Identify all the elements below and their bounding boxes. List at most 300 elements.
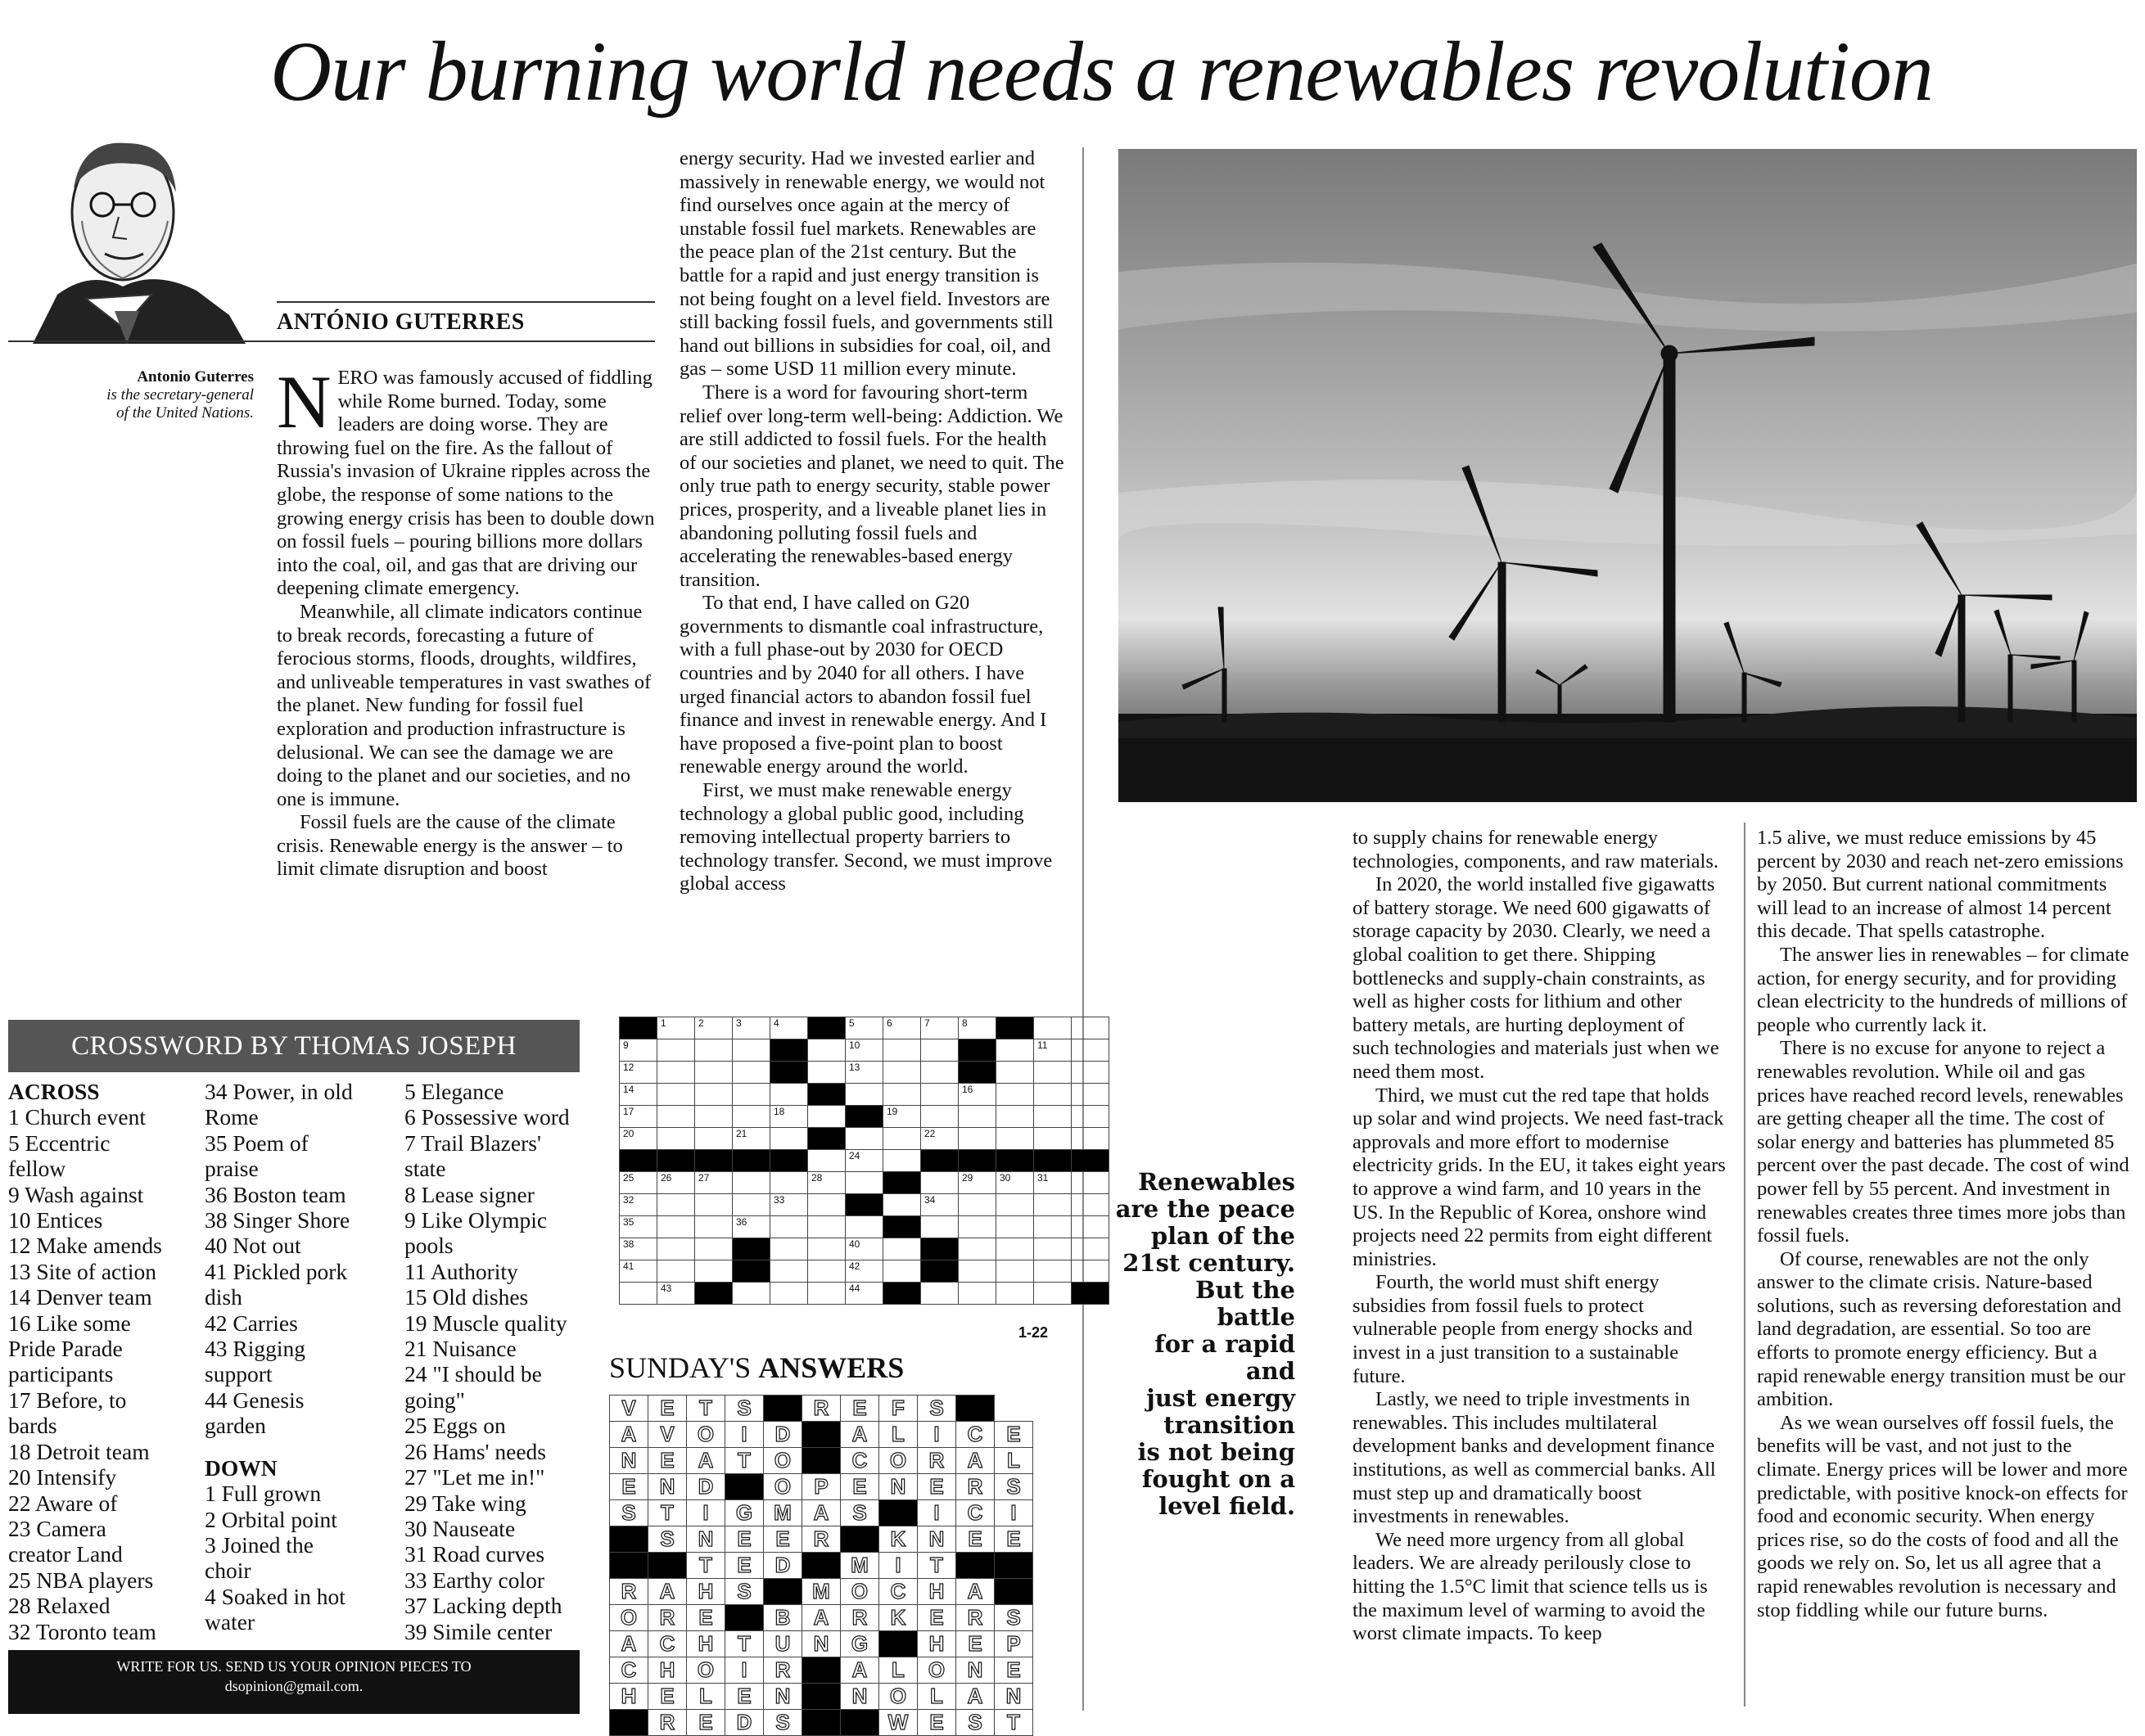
grid-cell[interactable] [620, 1283, 657, 1305]
clue: 9 Wash against [8, 1181, 144, 1207]
answer-cell: S [764, 1710, 802, 1736]
paragraph: Fourth, the world must shift energy subsidies from fossil fuels to protect vulnerable people from energy shocks and invest in a just transition to a sustainable future. [1352, 1271, 1693, 1387]
clue: 25 Eggs on [404, 1413, 506, 1439]
grid-cell[interactable] [959, 1172, 996, 1194]
answer-cell: E [725, 1553, 764, 1579]
author-portrait [8, 123, 254, 344]
paragraph: NERO was famously accused of fiddling while Rome burned. Today, some leaders are doing worse. They are throwing fuel on the fire. As the fallout of Russia's invasion of Ukraine ripples across the globe, the response of some nations to the growing energy crisis has been to double down on fossil fuels – pouring billions more dollars into the coal, oil, and gas that are driving our deepening climate emergency. [277, 360, 655, 600]
cell-number: 20 [623, 1128, 634, 1139]
grid-cell[interactable] [808, 1062, 846, 1084]
grid-cell[interactable] [695, 1062, 733, 1084]
cell-number: 1 [661, 1017, 666, 1029]
grid-cell[interactable] [657, 1128, 695, 1150]
grid-cell[interactable] [996, 1260, 1034, 1283]
answer-cell: K [879, 1605, 918, 1631]
paragraph: There is a word for favouring short-term relief over long-term well-being: Addiction. We are still addicted to fossil fuels. For the health of our societies and planet, we need to quit. The only true path to energy security, stable power prices, prosperity, and a liveable planet lies in abandoning polluting fossil fuels and accelerating the renewables-based energy transition. [680, 381, 1064, 591]
cell-number: 9 [623, 1039, 629, 1051]
answer-cell: D [725, 1710, 764, 1736]
grid-cell[interactable] [1072, 1106, 1109, 1128]
cell-number: 18 [774, 1106, 785, 1117]
grid-cell[interactable] [846, 1150, 883, 1172]
answer-cell: M [841, 1553, 879, 1579]
answer-cell: E [841, 1396, 879, 1422]
cell-number: 32 [623, 1194, 634, 1206]
grid-cell[interactable] [996, 1084, 1034, 1106]
grid-block [959, 1062, 996, 1084]
grid-cell[interactable] [733, 1283, 770, 1305]
grid-cell[interactable] [733, 1194, 770, 1216]
article-column-4 [1757, 827, 2134, 1622]
puzzle-date: 1-22 [1018, 1324, 1049, 1341]
grid-cell[interactable] [996, 1216, 1034, 1238]
paragraph: Third, we must cut the red tape that holds up solar and wind projects. We need fast-track approvals and more effort to modernise electricity grids. In the EU, it takes eight years to approve a wind farm, and 10 years in the US. In the Republic of Korea, onshore wind projects need 22 permits from eight different ministries. [1352, 1084, 1726, 1270]
grid-cell[interactable] [695, 1084, 733, 1106]
answer-cell: H [918, 1631, 956, 1657]
answer-cell: E [956, 1526, 995, 1553]
grid-cell[interactable] [996, 1194, 1034, 1216]
grid-cell[interactable] [1072, 1128, 1109, 1150]
grid-cell[interactable] [808, 1194, 846, 1216]
answer-cell: R [956, 1605, 995, 1631]
grid-cell[interactable] [657, 1106, 695, 1128]
grid-cell[interactable] [620, 1106, 657, 1128]
answer-cell: S [841, 1500, 879, 1526]
grid-cell[interactable] [996, 1039, 1034, 1062]
grid-cell[interactable] [770, 1128, 808, 1150]
paragraph: There is no excuse for anyone to reject a renewables revolution. While oil and gas prices have reached record levels, renewables are getting cheaper all the time. The cost of solar energy and batteries has plummeted 85 percent over the past decade. The cost of wind power fell by 55 percent. And investment in renewables creates three times more jobs than fossil fuels. [1757, 1037, 2129, 1247]
grid-cell[interactable] [1072, 1039, 1109, 1062]
answer-cell: E [764, 1526, 802, 1553]
answer-cell: C [956, 1422, 995, 1448]
grid-cell[interactable] [959, 1106, 996, 1128]
grid-cell[interactable] [921, 1062, 959, 1084]
grid-cell[interactable] [883, 1128, 921, 1150]
answer-block [802, 1710, 841, 1736]
cell-number: 22 [924, 1128, 936, 1139]
grid-cell[interactable] [921, 1216, 959, 1238]
answer-cell: E [687, 1605, 725, 1631]
clue: 3 Joined the [205, 1531, 314, 1558]
column-rule [1744, 823, 1745, 1707]
cell-number: 2 [698, 1017, 704, 1029]
grid-cell[interactable] [770, 1017, 808, 1039]
clue: 20 Intensify [8, 1464, 117, 1490]
answer-cell: T [687, 1553, 725, 1579]
answers-grid [609, 1395, 1033, 1736]
grid-cell[interactable] [695, 1194, 733, 1216]
grid-cell[interactable] [657, 1017, 695, 1039]
clue: fellow [8, 1156, 66, 1182]
answer-cell: O [879, 1684, 918, 1710]
pull-quote: Renewables are the peace plan of the 21st century. But the battle for a rapid and just energy transition is not being fought on a level field. [1115, 1168, 1295, 1520]
clue: 25 NBA players [8, 1567, 154, 1593]
grid-cell[interactable] [620, 1260, 657, 1283]
cell-number: 12 [623, 1062, 634, 1073]
grid-cell[interactable] [921, 1283, 959, 1305]
cell-number: 10 [849, 1039, 860, 1051]
grid-block [695, 1283, 733, 1305]
answer-cell: V [648, 1422, 687, 1448]
grid-cell[interactable] [770, 1260, 808, 1283]
answer-cell: R [802, 1526, 841, 1553]
grid-cell[interactable] [1034, 1238, 1072, 1260]
grid-cell[interactable] [1072, 1062, 1109, 1084]
grid-cell[interactable] [883, 1062, 921, 1084]
answer-block [764, 1579, 802, 1605]
grid-block [808, 1128, 846, 1150]
clue: 29 Take wing [404, 1490, 526, 1516]
answer-cell: I [918, 1422, 956, 1448]
grid-cell[interactable] [846, 1062, 883, 1084]
answer-cell: D [764, 1553, 802, 1579]
grid-cell[interactable] [733, 1128, 770, 1150]
answer-cell: S [725, 1396, 764, 1422]
grid-cell[interactable] [996, 1238, 1034, 1260]
grid-cell[interactable] [959, 1128, 996, 1150]
answer-cell: E [995, 1657, 1033, 1684]
clue: 31 Road curves [404, 1541, 545, 1567]
answer-cell: S [918, 1396, 956, 1422]
grid-cell[interactable] [846, 1238, 883, 1260]
cell-number: 26 [661, 1172, 672, 1184]
grid-cell[interactable] [808, 1106, 846, 1128]
answer-cell: T [725, 1448, 764, 1474]
grid-cell[interactable] [846, 1084, 883, 1106]
grid-block [883, 1172, 921, 1194]
grid-cell[interactable] [770, 1106, 808, 1128]
grid-cell[interactable] [808, 1150, 846, 1172]
grid-cell[interactable] [1034, 1017, 1072, 1039]
cell-number: 21 [736, 1128, 747, 1139]
answer-cell: N [687, 1526, 725, 1553]
grid-cell[interactable] [996, 1283, 1034, 1305]
grid-cell[interactable] [620, 1062, 657, 1084]
grid-block [733, 1238, 770, 1260]
grid-cell[interactable] [733, 1039, 770, 1062]
grid-cell[interactable] [921, 1194, 959, 1216]
grid-cell[interactable] [996, 1106, 1034, 1128]
clue: 26 Hams' needs [404, 1438, 546, 1464]
grid-cell[interactable] [846, 1283, 883, 1305]
grid-cell[interactable] [846, 1260, 883, 1283]
grid-cell[interactable] [883, 1039, 921, 1062]
footer-line1: WRITE FOR US. SEND US YOUR OPINION PIECES TO [116, 1658, 472, 1675]
answer-cell: N [995, 1684, 1033, 1710]
grid-cell[interactable] [808, 1216, 846, 1238]
grid-cell[interactable] [921, 1039, 959, 1062]
answer-cell: N [956, 1657, 995, 1684]
grid-cell[interactable] [657, 1194, 695, 1216]
answer-cell: D [687, 1474, 725, 1500]
grid-cell[interactable] [846, 1216, 883, 1238]
grid-cell[interactable] [808, 1238, 846, 1260]
grid-cell[interactable] [1034, 1216, 1072, 1238]
clue: praise [205, 1156, 259, 1182]
grid-cell[interactable] [733, 1216, 770, 1238]
article-column-3 [1352, 827, 1726, 1646]
grid-cell[interactable] [846, 1039, 883, 1062]
header-rule [8, 340, 655, 342]
answer-cell: H [918, 1579, 956, 1605]
clue: 22 Aware of [8, 1490, 118, 1516]
grid-cell[interactable] [996, 1128, 1034, 1150]
grid-block [1072, 1150, 1109, 1172]
grid-block [620, 1150, 657, 1172]
answer-cell: A [610, 1422, 648, 1448]
grid-cell[interactable] [1072, 1084, 1109, 1106]
clue: 21 Nuisance [404, 1336, 517, 1362]
grid-cell[interactable] [1072, 1216, 1109, 1238]
answer-cell: O [610, 1605, 648, 1631]
answer-block [802, 1657, 841, 1684]
cell-number: 31 [1037, 1172, 1049, 1184]
grid-cell[interactable] [959, 1238, 996, 1260]
clue: 38 Singer Shore [205, 1207, 350, 1233]
grid-cell[interactable] [770, 1084, 808, 1106]
grid-cell[interactable] [695, 1238, 733, 1260]
answer-cell: C [841, 1448, 879, 1474]
grid-block [921, 1150, 959, 1172]
across-heading: ACROSS [8, 1079, 100, 1104]
cell-number: 14 [623, 1084, 634, 1095]
clue: going" [404, 1387, 465, 1413]
grid-block [770, 1150, 808, 1172]
grid-cell[interactable] [620, 1194, 657, 1216]
clue: 9 Like Olympic [404, 1207, 548, 1233]
grid-cell[interactable] [620, 1128, 657, 1150]
answer-block [610, 1553, 648, 1579]
grid-cell[interactable] [1072, 1194, 1109, 1216]
grid-cell[interactable] [883, 1260, 921, 1283]
answer-cell: E [995, 1526, 1033, 1553]
answer-cell: P [995, 1631, 1033, 1657]
grid-block [808, 1084, 846, 1106]
grid-cell[interactable] [1034, 1062, 1072, 1084]
grid-cell[interactable] [620, 1216, 657, 1238]
grid-cell[interactable] [808, 1260, 846, 1283]
grid-cell[interactable] [921, 1084, 959, 1106]
clue: 2 Orbital point [205, 1506, 337, 1532]
wind-turbine-photo [1118, 149, 2137, 802]
grid-cell[interactable] [959, 1216, 996, 1238]
across-clues-2 [205, 1079, 401, 1635]
cell-number: 30 [1000, 1172, 1011, 1184]
grid-cell[interactable] [770, 1194, 808, 1216]
clue: 24 "I should be [404, 1361, 542, 1387]
paragraph: We need more urgency from all global leaders. We are already perilously close to hitting the 1.5°C limit that science tells us is the maximum level of warming to avoid the worst climate impacts. To keep [1352, 1528, 1708, 1645]
article-column-2 [680, 147, 1064, 896]
grid-cell[interactable] [846, 1128, 883, 1150]
grid-cell[interactable] [921, 1017, 959, 1039]
grid-cell[interactable] [657, 1039, 695, 1062]
answer-cell: R [802, 1396, 841, 1422]
grid-cell[interactable] [770, 1283, 808, 1305]
answer-cell: G [725, 1500, 764, 1526]
grid-cell[interactable] [1034, 1283, 1072, 1305]
answer-cell: O [841, 1579, 879, 1605]
answer-block [802, 1422, 841, 1448]
grid-cell[interactable] [808, 1172, 846, 1194]
grid-cell[interactable] [808, 1283, 846, 1305]
grid-cell[interactable] [657, 1283, 695, 1305]
answer-block [956, 1553, 995, 1579]
answer-cell: P [802, 1474, 841, 1500]
grid-cell[interactable] [695, 1260, 733, 1283]
answer-cell: E [725, 1684, 764, 1710]
grid-cell[interactable] [1034, 1039, 1072, 1062]
grid-cell[interactable] [883, 1150, 921, 1172]
clue: 15 Old dishes [404, 1284, 529, 1310]
crossword-grid[interactable] [619, 1017, 1109, 1305]
grid-block [996, 1017, 1034, 1039]
grid-cell[interactable] [996, 1062, 1034, 1084]
grid-cell[interactable] [695, 1106, 733, 1128]
answer-cell: O [764, 1474, 802, 1500]
clue: choir [205, 1558, 251, 1584]
clue: 37 Lacking depth [404, 1593, 562, 1619]
grid-cell[interactable] [1034, 1194, 1072, 1216]
grid-cell[interactable] [695, 1039, 733, 1062]
grid-cell[interactable] [921, 1172, 959, 1194]
paragraph: In 2020, the world installed five gigawatts of battery storage. We need 600 gigawatts of storage capacity by 2030. Clearly, we need a global coalition to get there. Shipping bottlenecks and supply-chain constraints, as well as higher costs for lithium and other battery metals, are hurting deployment of such technologies and materials just when we need them most. [1352, 873, 1719, 1083]
grid-cell[interactable] [883, 1017, 921, 1039]
footer-banner [8, 1650, 580, 1714]
grid-cell[interactable] [620, 1172, 657, 1194]
grid-cell[interactable] [959, 1017, 996, 1039]
grid-cell[interactable] [620, 1238, 657, 1260]
grid-cell[interactable] [846, 1172, 883, 1194]
down-clues [404, 1079, 601, 1644]
clue: 12 Make amends [8, 1233, 162, 1259]
cell-number: 24 [849, 1150, 860, 1161]
paragraph: energy security. Had we invested earlier and massively in renewable energy, we would not find ourselves once again at the mercy of unstable fossil fuel markets. Renewables are the peace plan of the 21st century. But the battle for a rapid and just energy transition is not being fought on a level field. Investors are still backing fossil fuels, and governments still hand out billions in subsidies for coal, oil, and gas – some USD 11 million every minute. [680, 147, 1054, 381]
answer-cell: R [956, 1474, 995, 1500]
grid-cell[interactable] [620, 1084, 657, 1106]
byline-rule [277, 301, 655, 303]
clue: 7 Trail Blazers' [404, 1130, 541, 1156]
grid-cell[interactable] [733, 1017, 770, 1039]
answer-block [648, 1553, 687, 1579]
grid-cell[interactable] [996, 1172, 1034, 1194]
answer-cell: S [995, 1605, 1033, 1631]
clue: 40 Not out [205, 1233, 301, 1259]
clue: water [205, 1609, 255, 1635]
grid-cell[interactable] [1072, 1172, 1109, 1194]
grid-cell[interactable] [733, 1062, 770, 1084]
clue: 44 Genesis [205, 1387, 305, 1413]
answer-cell: S [995, 1474, 1033, 1500]
answer-cell: L [879, 1657, 918, 1684]
grid-block [883, 1283, 921, 1305]
answer-cell: R [918, 1448, 956, 1474]
grid-cell[interactable] [1034, 1260, 1072, 1283]
grid-cell[interactable] [921, 1128, 959, 1150]
clue: 18 Detroit team [8, 1438, 150, 1464]
answer-cell: A [687, 1448, 725, 1474]
cell-number: 19 [887, 1106, 898, 1117]
grid-block [733, 1260, 770, 1283]
grid-cell[interactable] [657, 1238, 695, 1260]
answer-block [879, 1631, 918, 1657]
answer-cell: N [610, 1448, 648, 1474]
cell-number: 42 [849, 1260, 860, 1272]
answer-cell: T [995, 1710, 1033, 1736]
answer-cell: T [918, 1553, 956, 1579]
grid-cell[interactable] [657, 1084, 695, 1106]
grid-cell[interactable] [1034, 1128, 1072, 1150]
answer-cell: I [995, 1500, 1033, 1526]
grid-cell[interactable] [883, 1238, 921, 1260]
grid-cell[interactable] [959, 1084, 996, 1106]
grid-cell[interactable] [770, 1238, 808, 1260]
grid-cell[interactable] [695, 1172, 733, 1194]
grid-block [1034, 1150, 1072, 1172]
answer-cell: E [918, 1474, 956, 1500]
grid-cell[interactable] [733, 1106, 770, 1128]
grid-block [846, 1194, 883, 1216]
clue: 8 Lease signer [404, 1181, 535, 1207]
answer-cell: N [879, 1474, 918, 1500]
grid-cell[interactable] [657, 1216, 695, 1238]
grid-cell[interactable] [657, 1062, 695, 1084]
grid-cell[interactable] [1072, 1260, 1109, 1283]
grid-cell[interactable] [1072, 1238, 1109, 1260]
grid-cell[interactable] [620, 1039, 657, 1062]
grid-cell[interactable] [695, 1017, 733, 1039]
grid-block [996, 1150, 1034, 1172]
paragraph: As we wean ourselves off fossil fuels, the benefits will be vast, and not just to the climate. Energy prices will be lower and more predictable, with positive knock-on effects for food and economic security. When energy prices rise, so do the costs of food and all the goods we rely on. So, let us all agree that a rapid renewables revolution is necessary and stop fiddling while our future burns. [1757, 1411, 2128, 1621]
grid-cell[interactable] [883, 1106, 921, 1128]
grid-cell[interactable] [1034, 1106, 1072, 1128]
cell-number: 38 [623, 1238, 634, 1250]
paragraph: 1.5 alive, we must reduce emissions by 45 percent by 2030 and reach net-zero emissions by 2050. But current national commitments will lead to an increase of almost 14 percent this decade. That spells catastrophe. [1757, 827, 2124, 943]
grid-cell[interactable] [959, 1283, 996, 1305]
grid-cell[interactable] [657, 1172, 695, 1194]
grid-cell[interactable] [695, 1128, 733, 1150]
cell-number: 17 [623, 1106, 634, 1117]
answer-cell: W [879, 1710, 918, 1736]
grid-cell[interactable] [808, 1039, 846, 1062]
grid-cell[interactable] [1072, 1017, 1109, 1039]
grid-cell[interactable] [733, 1084, 770, 1106]
grid-cell[interactable] [733, 1172, 770, 1194]
grid-cell[interactable] [1034, 1172, 1072, 1194]
grid-block [657, 1150, 695, 1172]
grid-cell[interactable] [695, 1216, 733, 1238]
grid-cell[interactable] [1034, 1084, 1072, 1106]
grid-cell[interactable] [846, 1017, 883, 1039]
grid-cell[interactable] [883, 1194, 921, 1216]
answer-cell: N [841, 1684, 879, 1710]
answer-cell: A [956, 1684, 995, 1710]
byline: ANTÓNIO GUTERRES [277, 309, 525, 335]
footer-email[interactable]: dsopinion@gmail.com. [224, 1678, 364, 1694]
clue: 28 Relaxed [8, 1593, 111, 1619]
grid-block [695, 1150, 733, 1172]
grid-cell[interactable] [921, 1106, 959, 1128]
grid-cell[interactable] [883, 1084, 921, 1106]
grid-cell[interactable] [959, 1260, 996, 1283]
paragraph: to supply chains for renewable energy technologies, components, and raw materials. [1352, 827, 1718, 873]
answer-cell: R [610, 1579, 648, 1605]
grid-cell[interactable] [959, 1194, 996, 1216]
answer-cell: L [879, 1422, 918, 1448]
answer-cell: C [879, 1579, 918, 1605]
grid-cell[interactable] [770, 1216, 808, 1238]
grid-cell[interactable] [657, 1260, 695, 1283]
grid-cell[interactable] [770, 1172, 808, 1194]
answer-cell: E [918, 1605, 956, 1631]
